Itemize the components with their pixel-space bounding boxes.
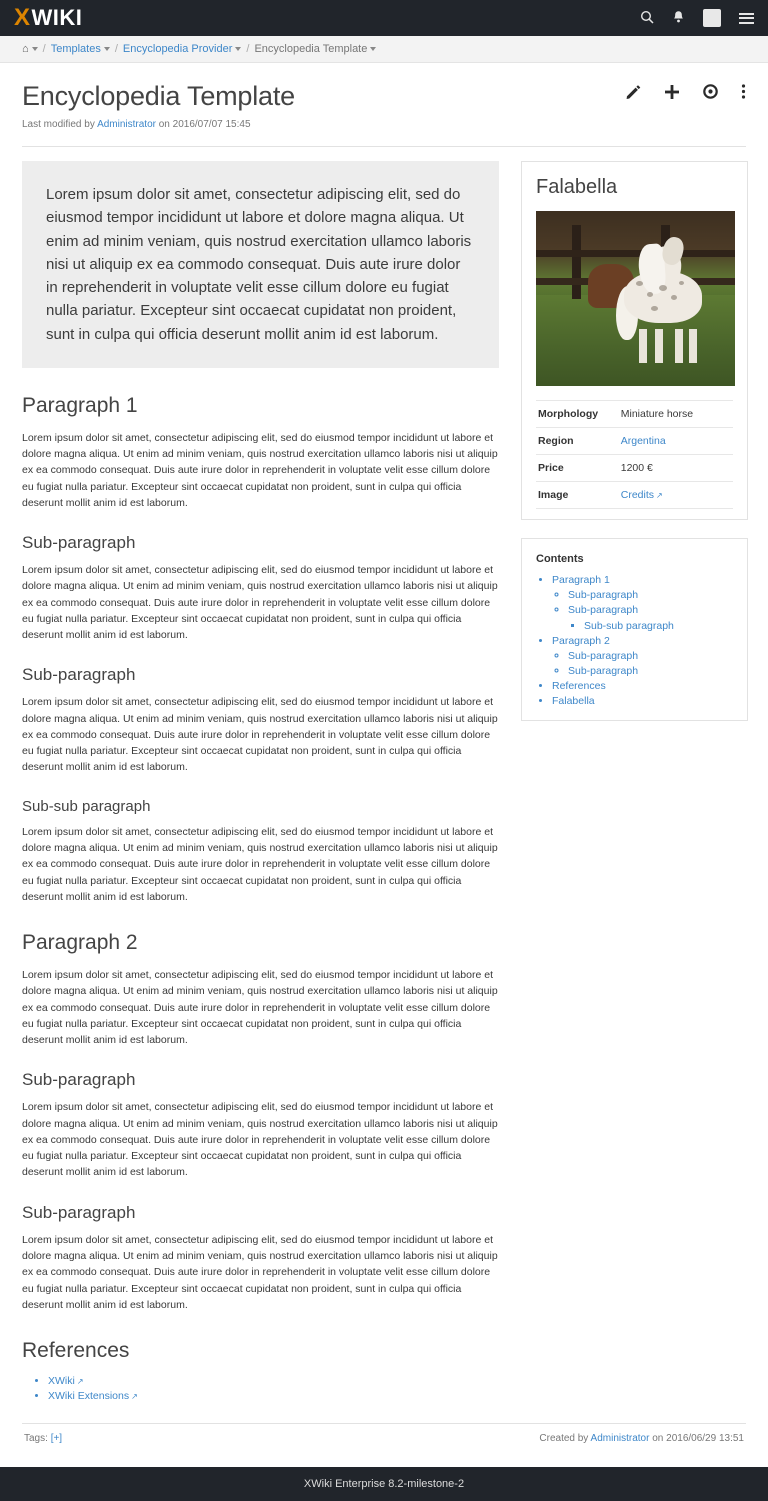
infobox-title: Falabella: [536, 176, 618, 198]
page-icon[interactable]: [703, 9, 721, 27]
heading-sub-paragraph-2a: Sub-paragraph: [22, 1070, 136, 1090]
toc-sublist: [552, 649, 733, 678]
top-navigation-bar: [0, 0, 768, 36]
last-modified-prefix: Last modified by: [22, 119, 95, 130]
more-options-button[interactable]: [741, 83, 746, 103]
logo-x: X: [14, 4, 31, 31]
table-row: [536, 455, 733, 482]
document-footer: [22, 1423, 746, 1453]
content-area: [0, 147, 768, 1405]
toc-link-paragraph-2[interactable]: Paragraph 2: [552, 634, 610, 647]
breadcrumb-caret-provider[interactable]: [235, 47, 241, 51]
paragraph-text: Lorem ipsum dolor sit amet, consectetur adipiscing elit, sed do eiusmod tempor incididunt ut labore et dolore magna aliqua. Ut enim ad minim veniam, quis nostrud exercitation ullamco laboris nisi ut aliquip ex ea commodo consequat. Duis aute irure dolor in reprehenderit in voluptate velit esse cillum dolore eu fugiat nulla pariatur. Excepteur sint occaecat cupidatat non proident, sunt in culpa qui officia deserunt mollit anim id est laborum.: [22, 696, 498, 774]
list-item: [552, 634, 733, 679]
paragraph-text: Lorem ipsum dolor sit amet, consectetur adipiscing elit, sed do eiusmod tempor incididunt ut labore et dolore magna aliqua. Ut enim ad minim veniam, quis nostrud exercitation ullamco laboris nisi ut aliquip ex ea commodo consequat. Duis aute irure dolor in reprehenderit in voluptate velit esse cillum dolore eu fugiat nulla pariatur. Excepteur sint occaecat cupidatat non proident, sunt in culpa qui officia deserunt mollit anim id est laborum.: [22, 1233, 498, 1311]
list-item: [568, 649, 733, 663]
edit-pencil-button[interactable]: [625, 83, 642, 103]
tags-area: [24, 1433, 62, 1444]
property-value: Miniature horse: [620, 408, 694, 420]
toc-link-sub-paragraph-1a[interactable]: Sub-paragraph: [568, 589, 639, 602]
heading-paragraph-2: Paragraph 2: [22, 931, 138, 955]
page-title: Encyclopedia Template: [22, 81, 295, 111]
toc-link-sub-paragraph-2a[interactable]: Sub-paragraph: [568, 649, 639, 662]
list-item: [552, 573, 733, 633]
page-last-modified: [22, 119, 746, 130]
list-item: [48, 1375, 499, 1387]
paragraph-text: Lorem ipsum dolor sit amet, consectetur adipiscing elit, sed do eiusmod tempor incididunt ut labore et dolore magna aliqua. Ut enim ad minim veniam, quis nostrud exercitation ullamco laboris nisi ut aliquip ex ea commodo consequat. Duis aute irure dolor in reprehenderit in voluptate velit esse cillum dolore eu fugiat nulla pariatur. Excepteur sint occaecat cupidatat non proident, sunt in culpa qui officia deserunt mollit anim id est laborum.: [22, 969, 498, 1047]
breadcrumb-separator: /: [42, 43, 46, 55]
heading-sub-paragraph-1a: Sub-paragraph: [22, 533, 136, 553]
breadcrumb-home-caret[interactable]: [32, 47, 38, 51]
image-credits-link[interactable]: Credits ↗: [621, 489, 663, 501]
toc-link-sub-paragraph-2b[interactable]: Sub-paragraph: [568, 665, 639, 678]
list-item: [584, 619, 733, 633]
created-info: [539, 1433, 744, 1444]
footer-version-text: XWiki Enterprise 8.2-milestone-2: [303, 1478, 465, 1491]
heading-sub-paragraph-2b: Sub-paragraph: [22, 1202, 136, 1222]
list-item: [552, 679, 733, 693]
region-link[interactable]: Argentina: [620, 435, 666, 447]
property-value: [619, 428, 733, 455]
list-item: [568, 603, 733, 632]
list-item: [48, 1390, 499, 1402]
breadcrumb-separator: /: [114, 43, 118, 55]
property-key: Morphology: [538, 408, 599, 420]
breadcrumb-separator: /: [246, 43, 250, 55]
xwiki-logo[interactable]: [14, 4, 82, 32]
breadcrumb-caret-templates[interactable]: [104, 47, 110, 51]
footer-bar: [0, 1467, 768, 1501]
horse-photo: [536, 211, 735, 386]
toc-link-references[interactable]: References: [552, 680, 606, 693]
logo-text: WIKI: [31, 5, 83, 30]
property-key: Price: [538, 462, 564, 474]
property-value: [619, 482, 733, 509]
contents-panel: [521, 538, 748, 721]
settings-gear-button[interactable]: [702, 83, 719, 103]
infobox-panel: [521, 161, 748, 520]
toc-sublist: [552, 588, 733, 633]
infobox-properties-table: [536, 400, 733, 509]
paragraph-text: Lorem ipsum dolor sit amet, consectetur adipiscing elit, sed do eiusmod tempor incididunt ut labore et dolore magna aliqua. Ut enim ad minim veniam, quis nostrud exercitation ullamco laboris nisi ut aliquip ex ea commodo consequat. Duis aute irure dolor in reprehenderit in voluptate velit esse cillum dolore eu fugiat nulla pariatur. Excepteur sint occaecat cupidatat non proident, sunt in culpa qui officia deserunt mollit anim id est laborum.: [22, 431, 498, 509]
top-bar-actions: [640, 9, 754, 27]
last-modified-date: on 2016/07/07 15:45: [158, 119, 251, 130]
heading-sub-sub-paragraph: Sub-sub paragraph: [22, 797, 151, 815]
breadcrumb: [0, 36, 768, 63]
toc-link-sub-paragraph-1b[interactable]: Sub-paragraph: [568, 604, 639, 617]
created-date: on 2016/06/29 13:51: [652, 1433, 744, 1445]
sidebar-column: [521, 161, 748, 739]
menu-icon[interactable]: [739, 13, 754, 24]
list-item: [552, 694, 733, 708]
reference-link-xwiki-extensions[interactable]: XWiki Extensions ↗: [48, 1390, 138, 1402]
heading-references: References: [22, 1339, 130, 1363]
breadcrumb-caret-current[interactable]: [370, 47, 376, 51]
paragraph-text: Lorem ipsum dolor sit amet, consectetur adipiscing elit, sed do eiusmod tempor incididunt ut labore et dolore magna aliqua. Ut enim ad minim veniam, quis nostrud exercitation ullamco laboris nisi ut aliquip ex ea commodo consequat. Duis aute irure dolor in reprehenderit in voluptate velit esse cillum dolore eu fugiat nulla pariatur. Excepteur sint occaecat cupidatat non proident, sunt in culpa qui officia deserunt mollit anim id est laborum.: [22, 825, 498, 903]
references-list: [22, 1375, 499, 1402]
table-of-contents: [536, 573, 733, 709]
paragraph-text: Lorem ipsum dolor sit amet, consectetur adipiscing elit, sed do eiusmod tempor incididunt ut labore et dolore magna aliqua. Ut enim ad minim veniam, quis nostrud exercitation ullamco laboris nisi ut aliquip ex ea commodo consequat. Duis aute irure dolor in reprehenderit in voluptate velit esse cillum dolore eu fugiat nulla pariatur. Excepteur sint occaecat cupidatat non proident, sunt in culpa qui officia deserunt mollit anim id est laborum.: [22, 564, 498, 642]
main-content-column: [22, 161, 499, 1405]
bell-icon[interactable]: [672, 10, 685, 26]
page-action-toolbar: [625, 83, 746, 103]
property-key: Region: [538, 435, 574, 447]
breadcrumb-item-current: Encyclopedia Template: [254, 43, 368, 55]
heading-paragraph-1: Paragraph 1: [22, 393, 138, 417]
toc-link-falabella[interactable]: Falabella: [552, 695, 595, 708]
toc-link-paragraph-1[interactable]: Paragraph 1: [552, 574, 610, 586]
property-key: Image: [538, 489, 569, 501]
table-row: [536, 401, 733, 428]
list-item: [568, 588, 733, 602]
breadcrumb-item-templates[interactable]: Templates: [50, 43, 101, 55]
add-button[interactable]: [664, 84, 680, 103]
property-value: 1200 €: [620, 462, 653, 474]
reference-link-xwiki[interactable]: XWiki ↗: [48, 1375, 84, 1387]
list-item: [568, 664, 733, 678]
tags-toggle-link[interactable]: [+]: [50, 1433, 63, 1445]
contents-title: Contents: [536, 553, 584, 565]
table-row: [536, 428, 733, 455]
heading-sub-paragraph-1b: Sub-paragraph: [22, 665, 136, 685]
search-icon[interactable]: [640, 10, 654, 26]
lead-paragraph-box: Lorem ipsum dolor sit amet, consectetur adipiscing elit, sed do eiusmod tempor incididunt ut labore et dolore magna aliqua. Ut enim ad minim veniam, quis nostrud exercitation ullamco laboris nisi ut aliquip ex ea commodo consequat. Duis aute irure dolor in reprehenderit in voluptate velit esse cillum dolore eu fugiat nulla pariatur. Excepteur sint occaecat cupidatat non proident, sunt in culpa qui officia deserunt mollit anim id est laborum.: [22, 161, 499, 368]
last-modified-author-link[interactable]: Administrator: [97, 119, 156, 130]
home-icon[interactable]: ⌂: [22, 43, 29, 55]
tags-label: Tags:: [24, 1433, 48, 1445]
breadcrumb-item-encyclopedia-provider[interactable]: Encyclopedia Provider: [122, 43, 233, 55]
table-row: [536, 482, 733, 509]
toc-subsublist: [568, 619, 733, 633]
created-author-link[interactable]: Administrator: [590, 1433, 650, 1445]
page-header: [0, 63, 768, 130]
toc-link-sub-sub-paragraph[interactable]: Sub-sub paragraph: [584, 619, 674, 632]
paragraph-text: Lorem ipsum dolor sit amet, consectetur adipiscing elit, sed do eiusmod tempor incididunt ut labore et dolore magna aliqua. Ut enim ad minim veniam, quis nostrud exercitation ullamco laboris nisi ut aliquip ex ea commodo consequat. Duis aute irure dolor in reprehenderit in voluptate velit esse cillum dolore eu fugiat nulla pariatur. Excepteur sint occaecat cupidatat non proident, sunt in culpa qui officia deserunt mollit anim id est laborum.: [22, 1101, 498, 1179]
created-prefix: Created by: [539, 1433, 589, 1445]
